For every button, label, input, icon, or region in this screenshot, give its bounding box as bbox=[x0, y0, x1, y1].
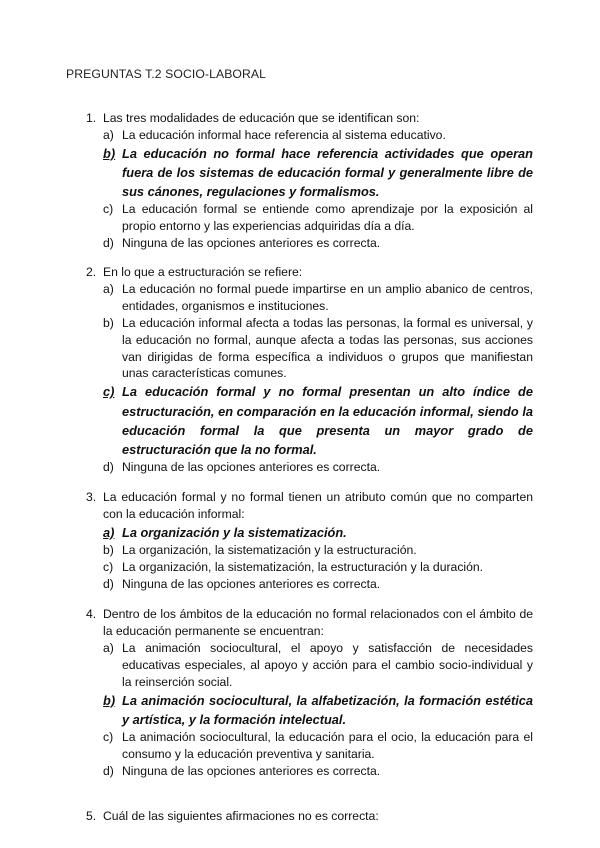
option-letter: b) bbox=[103, 315, 114, 330]
question bbox=[86, 489, 533, 593]
question-stem-row bbox=[86, 808, 533, 825]
question-stem-row bbox=[86, 110, 533, 127]
option-letter: d) bbox=[103, 236, 114, 251]
option-text: Ninguna de las opciones anteriores es correcta. bbox=[122, 460, 381, 475]
page-title: PREGUNTAS T.2 SOCIO-LABORAL bbox=[66, 67, 267, 81]
option-text: La educación formal se entiende como aprendizaje por la exposición al propio entorno y las experiencias adquiridas día a día. bbox=[122, 202, 533, 234]
option-letter: b) bbox=[103, 543, 114, 558]
answer-option bbox=[86, 640, 533, 691]
option-text: La animación sociocultural, la educación para el ocio, la educación para el consumo y la educación preventiva y sanitaria. bbox=[122, 729, 533, 761]
question-number: 4. bbox=[86, 607, 97, 621]
option-text: La organización, la sistematización y la estructuración. bbox=[122, 543, 417, 558]
answer-option-correct bbox=[86, 523, 533, 542]
question-stem: Cuál de las siguientes afirmaciones no es correcta: bbox=[103, 809, 379, 823]
question-number: 5. bbox=[86, 809, 97, 823]
answer-options bbox=[86, 127, 533, 252]
option-letter: a) bbox=[103, 127, 114, 142]
option-letter: c) bbox=[103, 202, 114, 217]
question bbox=[86, 110, 533, 252]
answer-options bbox=[86, 523, 533, 593]
option-letter: c) bbox=[103, 729, 114, 744]
option-letter: a) bbox=[103, 281, 114, 296]
option-letter: d) bbox=[103, 460, 114, 475]
option-text: La animación sociocultural, el apoyo y satisfacción de necesidades educativas especiales, al apoyo y acción para el cambio socio-individual y la reinserción social. bbox=[122, 640, 533, 689]
answer-option bbox=[86, 281, 533, 315]
option-text: Ninguna de las opciones anteriores es correcta. bbox=[122, 763, 381, 778]
answer-option-correct bbox=[86, 144, 533, 202]
option-letter: a) bbox=[103, 640, 114, 655]
question bbox=[86, 606, 533, 780]
answer-option bbox=[86, 127, 533, 144]
answer-option bbox=[86, 201, 533, 235]
option-text: Ninguna de las opciones anteriores es correcta. bbox=[122, 576, 381, 591]
answer-option bbox=[86, 315, 533, 383]
answer-option-correct bbox=[86, 691, 533, 729]
option-text: La educación no formal puede impartirse en un amplio abanico de centros, entidades, organismos e instituciones. bbox=[122, 281, 533, 313]
question-stem: Las tres modalidades de educación que se identifican son: bbox=[103, 111, 420, 125]
question-number: 3. bbox=[86, 490, 97, 504]
option-letter: a) bbox=[103, 524, 115, 540]
answer-option-correct bbox=[86, 382, 533, 459]
answer-options bbox=[86, 640, 533, 780]
option-letter: d) bbox=[103, 763, 114, 778]
question-stem: En lo que a estructuración se refiere: bbox=[103, 265, 303, 279]
answer-options bbox=[86, 281, 533, 476]
question bbox=[86, 264, 533, 476]
option-text: La educación formal y no formal presentan un alto índice de estructuración, en comparación en la educación informal, siendo la educación formal la que presenta un mayor grado de estructuración que la no formal. bbox=[122, 384, 533, 457]
answer-option bbox=[86, 763, 533, 780]
question-stem-row bbox=[86, 489, 533, 523]
answer-option bbox=[86, 235, 533, 252]
option-text: La animación sociocultural, la alfabetización, la formación estética y artística, y la formación intelectual. bbox=[122, 692, 533, 727]
option-text: Ninguna de las opciones anteriores es correcta. bbox=[122, 236, 381, 251]
question-number: 1. bbox=[86, 111, 97, 125]
question-stem: La educación formal y no formal tienen un atributo común que no comparten con la educación informal: bbox=[103, 490, 533, 521]
answer-option bbox=[86, 542, 533, 559]
question bbox=[86, 808, 533, 825]
question-stem: Dentro de los ámbitos de la educación no formal relacionados con el ámbito de la educación permanente se encuentran: bbox=[103, 607, 533, 638]
answer-option bbox=[86, 729, 533, 763]
option-text: La organización y la sistematización. bbox=[122, 524, 347, 540]
option-text: La organización, la sistematización, la estructuración y la duración. bbox=[122, 559, 484, 574]
option-letter: b) bbox=[103, 692, 116, 708]
answer-option bbox=[86, 576, 533, 593]
option-letter: c) bbox=[103, 384, 115, 400]
question-number: 2. bbox=[86, 265, 97, 279]
option-letter: b) bbox=[103, 145, 116, 161]
answer-option bbox=[86, 559, 533, 576]
option-text: La educación informal hace referencia al sistema educativo. bbox=[122, 127, 446, 142]
option-text: La educación informal afecta a todas las personas, la formal es universal, y la educación no formal, aunque afecta a todas las personas, sus acciones van dirigidas de forma específica a individuos o grupos que manifiestan unas características comunes. bbox=[122, 315, 533, 381]
option-text: La educación no formal hace referencia actividades que operan fuera de los sistemas de educación formal y generalmente libre de sus cánones, regulaciones y formalismos. bbox=[122, 145, 533, 200]
option-letter: c) bbox=[103, 559, 114, 574]
option-letter: d) bbox=[103, 576, 114, 591]
answer-option bbox=[86, 459, 533, 476]
question-stem-row bbox=[86, 264, 533, 281]
question-stem-row bbox=[86, 606, 533, 640]
